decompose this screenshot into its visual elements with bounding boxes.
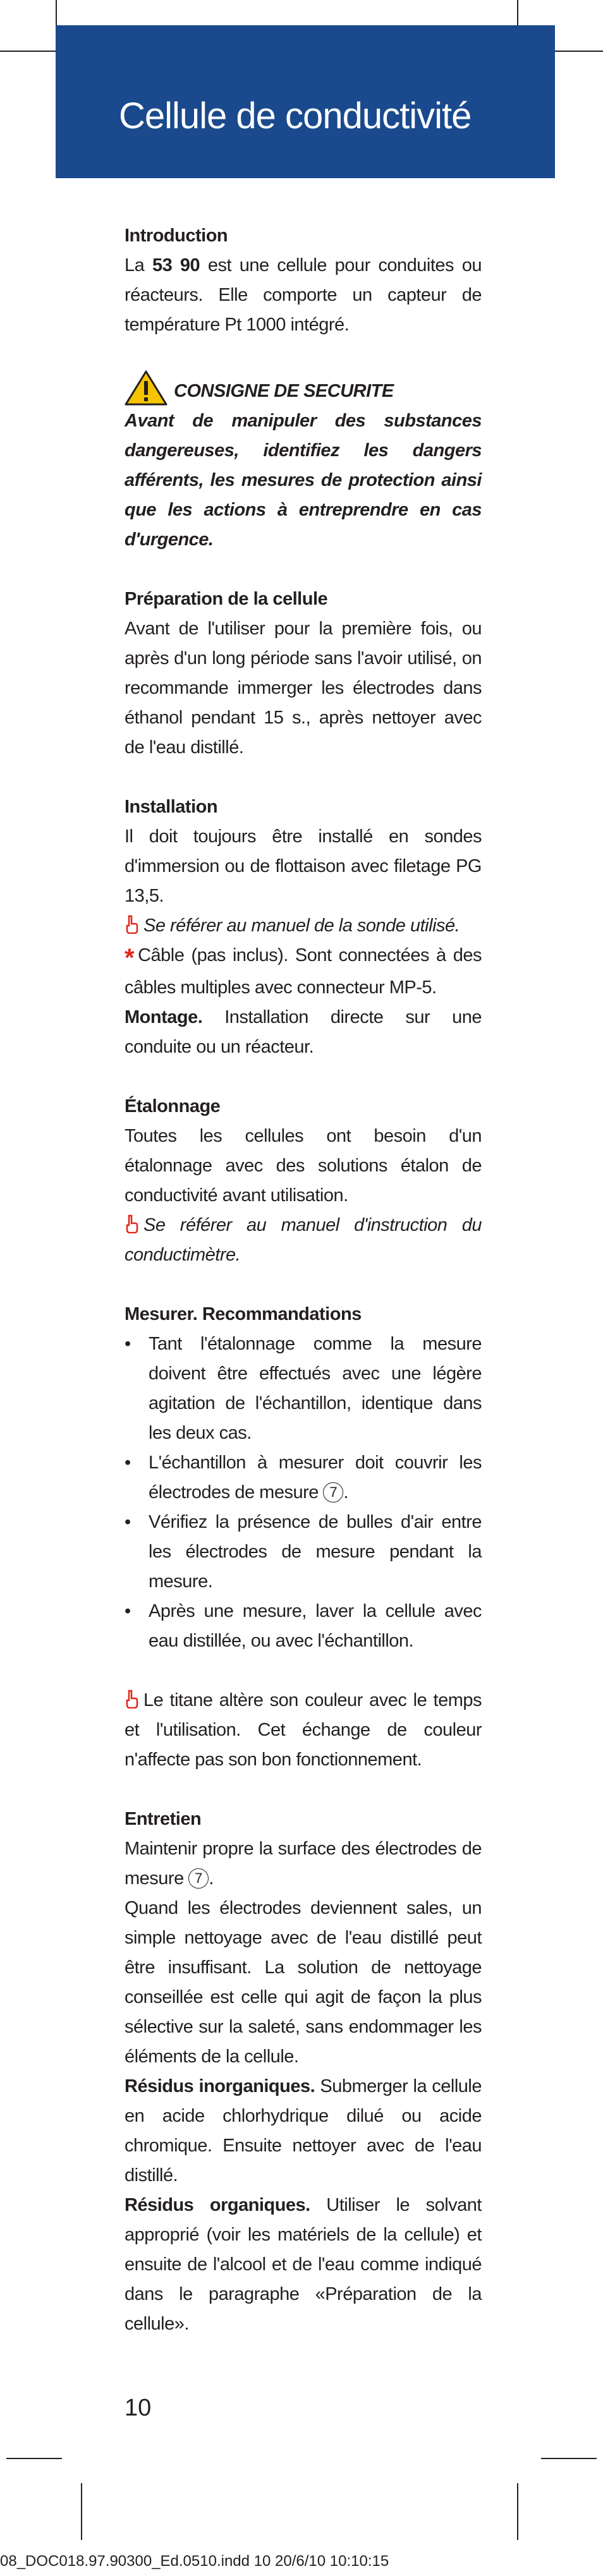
ref-circle: 7 <box>323 1482 343 1503</box>
page-number: 10 <box>125 2395 152 2421</box>
safety-title <box>125 370 482 406</box>
crop-mark <box>517 2483 518 2540</box>
intro-paragraph <box>125 251 482 340</box>
maint-p1-text: Maintenir propre la surface des électrodes de mesure <box>125 1839 482 1889</box>
intro-post: est une cellule pour conduites ou réacteurs. Elle comporte un capteur de température Pt 1000 intégré. <box>125 255 482 335</box>
organic-text: Utiliser le solvant approprié (voir les matériels de la cellule) et ensuite de l'alcool et de l'eau comme indiqué dans le paragraphe «Préparation de la cellule». <box>125 2195 482 2334</box>
document-body <box>125 221 482 2369</box>
section-calibration <box>125 1092 482 1270</box>
note-text: Le titane altère son couleur avec le temps et l'utilisation. Cet échange de couleur n'affecte pas son bon fonctionnement. <box>125 1690 482 1770</box>
list-item: • Tant l'étalonnage comme la mesure doivent être effectués avec une légère agitation de l'échantillon, identique dans les deux cas. <box>125 1329 482 1448</box>
section-heading: Préparation de la cellule <box>125 589 328 609</box>
install-paragraph: Il doit toujours être installé en sondes d'immersion ou de flottaison avec filetage PG 13,5. <box>125 826 482 906</box>
section-preparation <box>125 584 482 763</box>
section-heading: Étalonnage <box>125 1096 221 1116</box>
inorganic-text: Submerger la cellule en acide chlorhydrique dilué ou acide chromique. Ensuite nettoyer avec de l'eau distillé. <box>125 2076 482 2186</box>
crop-mark <box>541 2458 597 2459</box>
mount-paragraph <box>125 1003 482 1062</box>
organic-paragraph <box>125 2191 482 2339</box>
install-reference <box>125 911 482 941</box>
crop-mark <box>6 2458 62 2459</box>
section-heading: Introduction <box>125 226 228 246</box>
pointing-hand-icon <box>125 915 138 934</box>
section-heading: Entretien <box>125 1809 202 1829</box>
list-item: • Vérifiez la présence de bulles d'air entre les électrodes de mesure pendant la mesure. <box>125 1508 482 1597</box>
maint-p2: Quand les électrodes deviennent sales, un simple nettoyage avec de l'eau distillé peut être insuffisant. La solution de nettoyage conseillée est celle qui agit de façon la plus sélective sur la saleté, sans endommager les éléments de la cellule. <box>125 1898 482 2067</box>
crop-mark <box>0 51 56 52</box>
install-ref-text: Se référer au manuel de la sonde utilisé. <box>143 916 460 936</box>
crop-mark <box>56 0 57 25</box>
list-item <box>125 1448 482 1508</box>
header-band <box>56 25 555 178</box>
warning-icon <box>125 370 168 406</box>
ref-circle: 7 <box>188 1868 209 1889</box>
section-introduction <box>125 221 482 340</box>
cable-text: (pas inclus). Sont connectées à des câbles multiples avec connecteur MP-5. <box>125 945 482 998</box>
calib-ref-text: Se référer au manuel d'instruction du conductimètre. <box>125 1215 482 1265</box>
inorganic-paragraph <box>125 2072 482 2191</box>
item2-text: L'échantillon à mesurer doit couvrir les électrodes de mesure <box>149 1453 482 1503</box>
safety-body: Avant de manipuler des substances dangereuses, identifiez les dangers afférents, les mesures de protection ainsi que les actions à entreprendre en cas d'urgence. <box>125 411 482 550</box>
mount-text: Installation directe sur une conduite ou un réacteur. <box>125 1007 482 1057</box>
section-installation <box>125 792 482 1062</box>
intro-pre: La <box>125 255 152 275</box>
list-item: • Après une mesure, laver la cellule avec eau distillée, ou avec l'échantillon. <box>125 1597 482 1656</box>
organic-label: Résidus organiques. <box>125 2195 310 2215</box>
section-measure <box>125 1300 482 1656</box>
print-slug: 08_DOC018.97.90300_Ed.0510.indd 10 20/6/10 10:10:15 <box>0 2553 389 2570</box>
note-paragraph <box>125 1686 482 1775</box>
section-maintenance <box>125 1805 482 2339</box>
calib-paragraph: Toutes les cellules ont besoin d'un étalonnage avec des solutions étalon de conductivité avant utilisation. <box>125 1126 482 1206</box>
safety-title-text: CONSIGNE DE SECURITE <box>174 381 394 401</box>
section-heading: Installation <box>125 797 218 817</box>
maint-p1 <box>125 1834 482 1894</box>
page-title: Cellule de conductivité <box>119 95 472 136</box>
crop-mark <box>81 2483 82 2540</box>
inorganic-label: Résidus inorganiques. <box>125 2076 315 2096</box>
crop-mark <box>547 51 603 52</box>
asterisk-icon: * <box>125 944 135 972</box>
item2-end: . <box>343 1482 348 1503</box>
recommendation-list <box>125 1329 482 1656</box>
model-number: 53 90 <box>152 255 200 275</box>
prep-paragraph: Avant de l'utiliser pour la première fois, ou après d'un long période sans l'avoir utilisé, on recommande immerger les électrodes dans éthanol pendant 15 s., après nettoyer avec de l'eau distillé. <box>125 619 482 758</box>
safety-notice <box>125 370 482 555</box>
cable-paragraph <box>125 941 482 1003</box>
pointing-hand-icon <box>125 1690 138 1708</box>
cable-label: Câble <box>138 945 185 965</box>
mount-label: Montage. <box>125 1007 203 1027</box>
calib-reference <box>125 1211 482 1270</box>
titanium-note <box>125 1686 482 1775</box>
pointing-hand-icon <box>125 1214 138 1233</box>
section-heading: Mesurer. Recommandations <box>125 1304 362 1324</box>
crop-mark <box>517 0 518 25</box>
maint-p1-end: . <box>209 1868 214 1889</box>
